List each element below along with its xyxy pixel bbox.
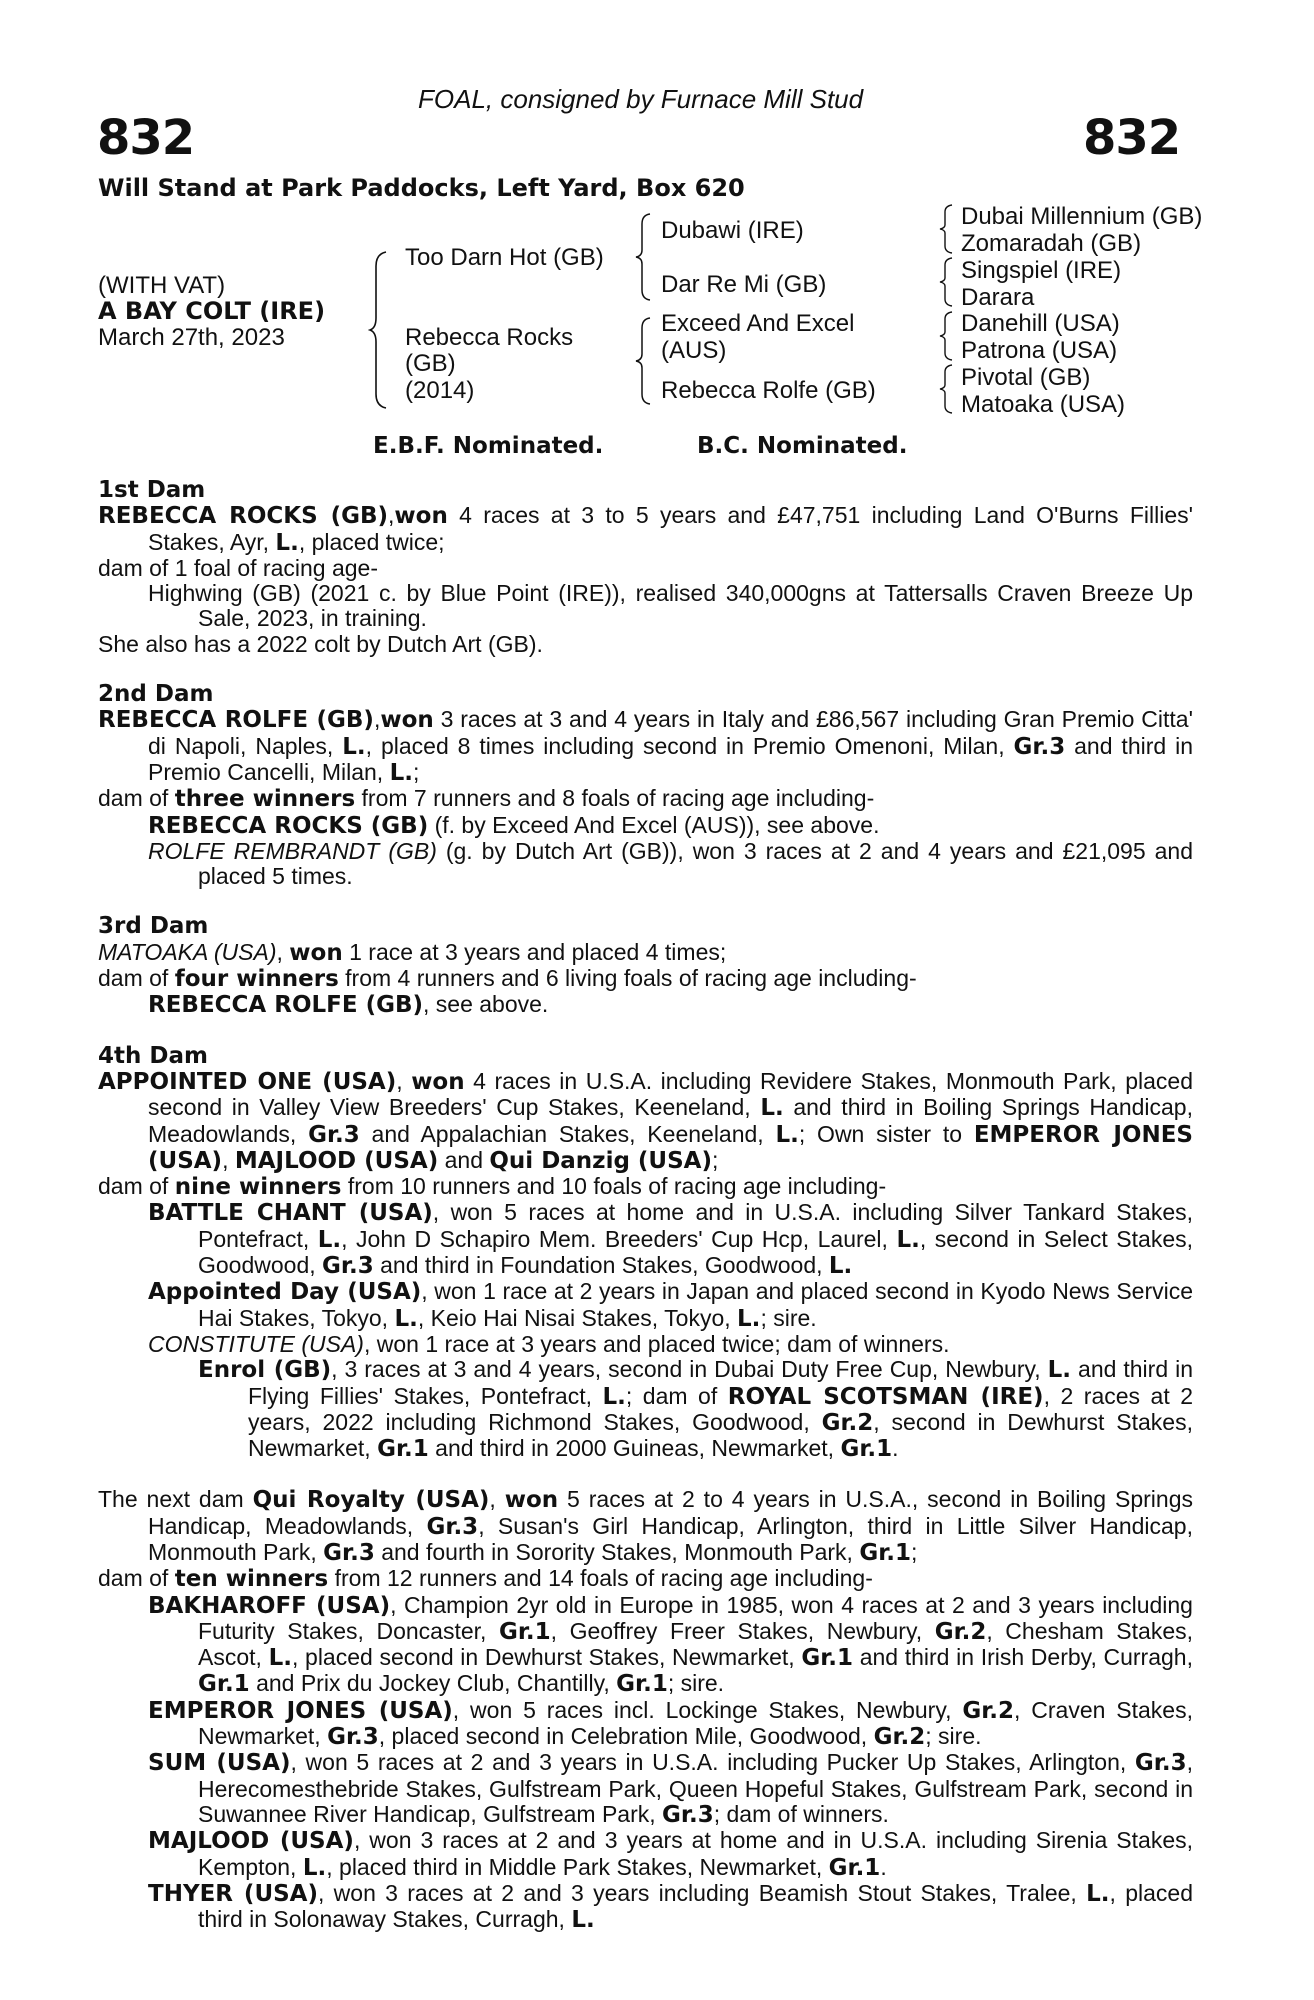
text-run: (f. by Exceed And Excel (AUS)), see above.: [428, 811, 880, 838]
sire-sire: Dubawi (IRE): [661, 217, 804, 244]
bold-run: Gr.2: [962, 1697, 1015, 1724]
bold-run: BAKHAROFF (USA): [148, 1592, 391, 1619]
text-run: ; sire.: [760, 1304, 817, 1331]
text-run: 1 race at 3 years and placed 4 times;: [342, 938, 727, 965]
text-run: 4 races at 3 to 5 years and £47,751 including Land O'Burns Fillies' Stakes, Ayr,: [148, 502, 1194, 555]
text-run: ; dam of: [625, 1382, 728, 1409]
text-run: from 12 runners and 14 foals of racing age including-: [328, 1565, 873, 1592]
text-run: ,: [489, 1486, 505, 1513]
bold-run: Qui Royalty (USA): [252, 1487, 490, 1514]
bold-run: MAJLOOD (USA): [148, 1828, 354, 1855]
text-run: , placed third in Middle Park Stakes, Newmarket,: [326, 1853, 829, 1880]
bold-run: L.: [394, 1305, 418, 1332]
text-run: , second in Select Stakes, Goodwood,: [198, 1225, 1193, 1279]
bold-run: Gr.2: [934, 1618, 987, 1645]
dam-line-paragraph: [98, 1357, 1193, 1462]
text-run: from 10 runners and 10 foals of racing age including-: [341, 1173, 887, 1200]
text-run: , Keio Hai Nisai Stakes, Tokyo,: [417, 1304, 738, 1331]
text-run: ;: [911, 1538, 918, 1565]
text-run: , 2 races at 2 years, 2022 including Richmond Stakes, Goodwood,: [248, 1382, 1194, 1435]
bold-run: Gr.1: [828, 1854, 881, 1881]
dam-line-paragraph: [98, 1487, 1193, 1566]
text-run: , won 5 races incl. Lockinge Stakes, Newbury,: [452, 1696, 963, 1723]
dam-line-paragraph: [98, 813, 1193, 839]
g3-6: Patrona (USA): [961, 337, 1118, 364]
dam-line-paragraph: [98, 707, 1193, 786]
dam-line-paragraph: [98, 1566, 1193, 1592]
text-run: , Craven Stakes, Newmarket,: [198, 1696, 1193, 1750]
text-run: ; sire.: [667, 1670, 725, 1697]
bold-run: REBECCA ROCKS (GB): [98, 503, 389, 530]
text-run: , Herecomesthebride Stakes, Gulfstream Park, Queen Hopeful Stakes, Gulfstream Park, second in Suwannee River Handicap, Gulfstream Park,: [198, 1749, 1193, 1827]
dam-line-paragraph: [98, 556, 1193, 581]
bold-run: L.: [571, 1907, 595, 1934]
text-run: from 7 runners and 8 foals of racing age including-: [355, 785, 875, 812]
bold-run: won: [380, 707, 434, 734]
bold-run: ROYAL SCOTSMAN (IRE): [727, 1383, 1044, 1410]
dam-line-paragraph: [98, 1698, 1193, 1751]
stand-location: Will Stand at Park Paddocks, Left Yard, Box 620: [98, 174, 745, 202]
section-heading: 4th Dam: [98, 1042, 208, 1069]
bold-run: Qui Danzig (USA): [489, 1147, 712, 1174]
text-run: and third in Irish Derby, Curragh,: [853, 1644, 1193, 1671]
dam-line-paragraph: [98, 1069, 1193, 1174]
dam-line-paragraph: [98, 1279, 1193, 1332]
ebf-nomination: E.B.F. Nominated.: [373, 433, 604, 459]
text-run: and: [438, 1146, 490, 1173]
text-run: and third in Boiling Springs Handicap, Meadowlands,: [148, 1094, 1193, 1147]
bold-run: won: [394, 503, 448, 530]
bold-run: Gr.1: [498, 1618, 551, 1645]
text-run: ; dam of winners.: [713, 1800, 889, 1827]
italic-run: CONSTITUTE (USA): [148, 1330, 364, 1357]
section-heading: 2nd Dam: [98, 681, 214, 708]
text-run: dam of: [98, 965, 175, 992]
lot-number-left: 832: [97, 110, 195, 166]
sire: Too Darn Hot (GB): [405, 244, 604, 271]
text-run: and third in Foundation Stakes, Goodwood,: [373, 1252, 829, 1279]
text-run: , 3 races at 3 and 4 years, second in Dubai Duty Free Cup, Newbury,: [331, 1356, 1048, 1383]
bold-run: EMPEROR JONES (USA): [148, 1697, 453, 1724]
text-run: ,: [373, 706, 381, 733]
bc-nomination: B.C. Nominated.: [697, 433, 908, 459]
bold-run: MAJLOOD (USA): [234, 1147, 439, 1174]
bold-run: L.: [275, 529, 299, 556]
bold-run: won: [289, 939, 343, 966]
bold-run: L.: [896, 1226, 920, 1253]
dam-line-paragraph: [98, 839, 1193, 890]
bold-run: BATTLE CHANT (USA): [148, 1200, 433, 1227]
bold-run: Gr.2: [821, 1409, 874, 1436]
section-gap: [98, 657, 1193, 682]
consignment-line: FOAL, consigned by Furnace Mill Stud: [418, 84, 864, 114]
pedigree-brace: [368, 250, 390, 410]
bold-run: four winners: [174, 966, 339, 993]
text-run: and third in Flying Fillies' Stakes, Pontefract,: [248, 1356, 1193, 1409]
bold-run: Gr.1: [198, 1671, 250, 1698]
section-heading: 1st Dam: [98, 477, 206, 503]
section-heading: 3rd Dam: [98, 913, 209, 940]
bold-run: Gr.1: [801, 1645, 854, 1672]
text-run: , placed second in Dewhurst Stakes, Newmarket,: [291, 1644, 802, 1671]
bold-run: three winners: [174, 786, 356, 813]
bold-run: THYER (USA): [148, 1880, 318, 1907]
bold-run: Gr.3: [327, 1724, 379, 1751]
text-run: , won 5 races at 2 and 3 years in U.S.A. including Pucker Up Stakes, Arlington,: [290, 1749, 1135, 1776]
text-run: (g. by Dutch Art (GB)), won 3 races at 2 and 4 years and £21,095 and placed 5 times.: [198, 837, 1193, 890]
text-run: , won 3 races at 2 and 3 years at home and in U.S.A. including Sirenia Stakes, Kempton,: [198, 1827, 1193, 1880]
bold-run: L.: [828, 1253, 853, 1280]
g3-8: Matoaka (USA): [961, 391, 1126, 418]
text-run: .: [892, 1435, 899, 1462]
bold-run: Gr.3: [1134, 1750, 1187, 1777]
text-run: 4 races in U.S.A. including Revidere Stakes, Monmouth Park, placed second in Valley View Breeders' Cup Stakes, Keeneland,: [148, 1067, 1194, 1121]
bold-run: L.: [317, 1226, 342, 1253]
bold-run: EMPEROR JONES (USA): [148, 1121, 1194, 1174]
dam-line-paragraph: [98, 940, 1193, 966]
bold-run: L.: [737, 1305, 761, 1332]
g3-brace-3: [938, 310, 954, 362]
text-run: , placed twice;: [298, 528, 445, 555]
italic-run: MATOAKA (USA): [98, 938, 277, 965]
dam-line-paragraph: [98, 1828, 1193, 1881]
dam-line-paragraph: [98, 966, 1193, 992]
dam-line-paragraph: [98, 1200, 1193, 1279]
bold-run: Enrol (GB): [198, 1357, 332, 1384]
g3-5: Danehill (USA): [961, 310, 1120, 337]
bold-run: Gr.1: [377, 1436, 429, 1463]
g3-4: Darara: [961, 284, 1035, 311]
text-run: dam of: [98, 1565, 175, 1592]
bold-run: ten winners: [174, 1566, 329, 1593]
g3-2: Zomaradah (GB): [961, 230, 1142, 257]
section-gap: [98, 1019, 1193, 1044]
text-run: , won 1 race at 2 years in Japan and placed second in Kyodo News Service Hai Stakes, Tokyo,: [198, 1278, 1194, 1331]
dam-line-paragraph: [98, 1750, 1193, 1828]
text-run: .: [880, 1853, 887, 1880]
g3-brace-4: [938, 363, 954, 415]
text-run: , won 5 races at home and in U.S.A. including Silver Tankard Stakes, Pontefract,: [198, 1199, 1193, 1252]
bold-run: Gr.1: [616, 1671, 668, 1698]
subject-name: A BAY COLT (IRE): [98, 297, 326, 325]
bold-run: L.: [602, 1383, 626, 1410]
text-run: dam of 1 foal of racing age-: [98, 554, 378, 581]
text-run: from 4 runners and 6 living foals of racing age including-: [338, 965, 917, 992]
text-run: , won 1 race at 3 years and placed twice; dam of winners.: [363, 1330, 950, 1357]
bold-run: REBECCA ROLFE (GB): [98, 707, 374, 734]
bold-run: Gr.1: [859, 1539, 912, 1566]
g3-7: Pivotal (GB): [961, 364, 1091, 391]
text-run: ; Own sister to: [798, 1120, 974, 1147]
dam-lines-text: [98, 478, 1193, 1933]
dam-brace: [634, 316, 652, 406]
bold-run: REBECCA ROCKS (GB): [148, 812, 429, 839]
text-run: ,: [222, 1146, 235, 1173]
text-run: ; sire.: [925, 1723, 982, 1750]
text-run: , placed third in Solonaway Stakes, Curragh,: [198, 1879, 1193, 1933]
dam-dam: Rebecca Rolfe (GB): [661, 377, 876, 404]
text-run: , placed 8 times including second in Premio Omenoni, Milan,: [365, 732, 1014, 759]
dam-line-paragraph: [98, 1174, 1193, 1200]
text-run: ,: [388, 502, 395, 529]
italic-run: ROLFE REMBRANDT (GB): [148, 837, 437, 864]
text-run: Highwing (GB) (2021 c. by Blue Point (IRE)), realised 340,000gns at Tattersalls Craven Breeze Up Sale, 2023, in training.: [148, 580, 1193, 632]
dam-line-1: Rebecca Rocks: [405, 324, 574, 351]
dam-line-3: (2014): [405, 377, 475, 404]
text-run: , second in Dewhurst Stakes, Newmarket,: [248, 1408, 1193, 1462]
g3-1: Dubai Millennium (GB): [961, 203, 1203, 230]
g3-3: Singspiel (IRE): [961, 257, 1122, 284]
bold-run: Gr.3: [1013, 733, 1066, 760]
bold-run: REBECCA ROLFE (GB): [148, 992, 424, 1019]
dam-sire-line-2: (AUS): [661, 337, 727, 364]
dam-line-paragraph: [98, 1881, 1193, 1934]
bold-run: Gr.3: [308, 1121, 360, 1148]
text-run: and third in Premio Cancelli, Milan,: [148, 732, 1193, 785]
bold-run: L.: [342, 733, 366, 760]
dam-line-paragraph: [98, 1593, 1193, 1698]
bold-run: L.: [1047, 1357, 1072, 1384]
bold-run: nine winners: [174, 1174, 342, 1201]
bold-run: L.: [760, 1095, 784, 1122]
g3-brace-2: [938, 256, 954, 308]
text-run: and Appalachian Stakes, Keeneland,: [359, 1120, 776, 1147]
text-run: , see above.: [423, 991, 549, 1018]
g3-brace-1: [938, 203, 954, 255]
text-run: 3 races at 3 and 4 years in Italy and £86,567 including Gran Premio Citta' di Napoli, Naples,: [148, 706, 1193, 759]
dam-line-paragraph: [98, 632, 1193, 657]
bold-run: APPOINTED ONE (USA): [98, 1068, 397, 1095]
bold-run: Gr.2: [873, 1724, 926, 1751]
text-run: dam of: [98, 1173, 175, 1200]
bold-run: SUM (USA): [148, 1750, 291, 1777]
section-gap: [98, 1462, 1193, 1487]
text-run: 5 races at 2 to 4 years in U.S.A., second in Boiling Springs Handicap, Meadowlands,: [148, 1486, 1193, 1539]
dam-line-paragraph: [98, 503, 1193, 556]
bold-run: L.: [268, 1645, 292, 1672]
lot-number-right: 832: [1083, 110, 1181, 166]
text-run: She also has a 2022 colt by Dutch Art (GB).: [98, 630, 543, 657]
sire-dam: Dar Re Mi (GB): [661, 271, 827, 298]
bold-run: L.: [1086, 1880, 1110, 1907]
text-run: and Prix du Jockey Club, Chantilly,: [249, 1670, 617, 1697]
dam-line-paragraph: [98, 581, 1193, 632]
bold-run: L.: [302, 1854, 327, 1881]
bold-run: Appointed Day (USA): [148, 1279, 422, 1306]
text-run: ,: [276, 938, 290, 965]
dam-sire-line-1: Exceed And Excel: [661, 310, 855, 337]
bold-run: L.: [775, 1121, 799, 1148]
bold-run: Gr.3: [426, 1513, 479, 1540]
text-run: and fourth in Sorority Stakes, Monmouth Park,: [374, 1538, 860, 1565]
bold-run: won: [504, 1487, 559, 1514]
section-gap: [98, 889, 1193, 914]
dam-line-paragraph: [98, 992, 1193, 1018]
bold-run: Gr.3: [662, 1801, 714, 1828]
text-run: The next dam: [98, 1486, 253, 1513]
sire-brace: [634, 212, 652, 302]
text-run: ;: [712, 1146, 719, 1173]
text-run: , won 3 races at 2 and 3 years including Beamish Stout Stakes, Tralee,: [318, 1879, 1087, 1906]
text-run: ;: [413, 758, 420, 785]
text-run: , John D Schapiro Mem. Breeders' Cup Hcp, Laurel,: [341, 1225, 897, 1252]
text-run: and third in 2000 Guineas, Newmarket,: [428, 1435, 841, 1462]
bold-run: L.: [389, 759, 413, 786]
text-run: , placed second in Celebration Mile, Goodwood,: [378, 1723, 874, 1750]
bold-run: Gr.3: [323, 1539, 375, 1566]
dam-line-paragraph: [98, 786, 1193, 812]
vat-note: (WITH VAT): [98, 272, 226, 299]
text-run: , Susan's Girl Handicap, Arlington, third in Little Silver Handicap, Monmouth Park,: [148, 1512, 1193, 1565]
text-run: dam of: [98, 785, 175, 812]
text-run: ,: [396, 1067, 412, 1094]
dam-line-paragraph: [98, 1332, 1193, 1357]
subject-dob: March 27th, 2023: [98, 324, 285, 351]
dam-line-2: (GB): [405, 350, 456, 377]
text-run: , Champion 2yr old in Europe in 1985, won 4 races at 2 and 3 years including Futurity Stakes, Doncaster,: [198, 1591, 1193, 1644]
text-run: , Chesham Stakes, Ascot,: [198, 1617, 1193, 1671]
text-run: , Geoffrey Freer Stakes, Newbury,: [550, 1617, 935, 1644]
bold-run: won: [411, 1068, 465, 1095]
bold-run: Gr.1: [840, 1436, 893, 1463]
bold-run: Gr.3: [322, 1253, 374, 1280]
